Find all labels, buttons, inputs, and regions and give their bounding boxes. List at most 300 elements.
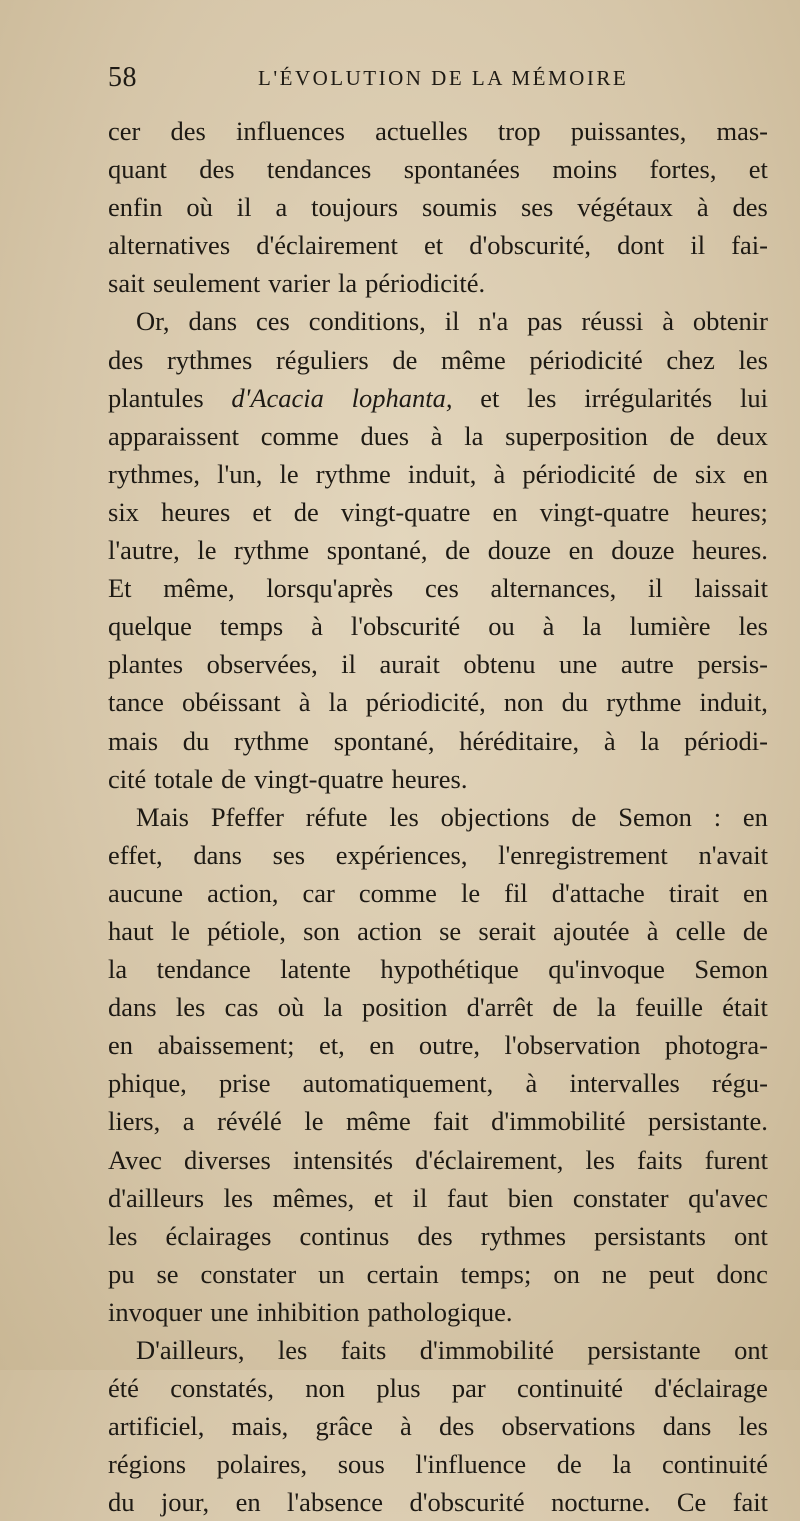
word: le — [304, 1106, 324, 1137]
word: soumis — [421, 192, 498, 223]
text-line — [108, 722, 768, 760]
word: à — [400, 1411, 412, 1442]
word: périodicité, — [365, 687, 486, 718]
word: fait — [433, 1106, 469, 1137]
word: mas- — [716, 116, 768, 146]
word: a — [182, 1106, 195, 1137]
word: à — [542, 611, 555, 642]
text-line — [108, 988, 768, 1026]
word: et — [423, 230, 444, 261]
word: non — [503, 687, 544, 718]
word: pas — [527, 306, 563, 337]
word: heures. — [692, 535, 768, 566]
word: pétiole, — [207, 915, 286, 946]
word: des — [170, 116, 206, 146]
word: Avec — [108, 1144, 162, 1175]
word: rythmes — [480, 1220, 567, 1251]
word: ne — [601, 1258, 627, 1289]
text-line — [108, 874, 768, 912]
word: dont — [617, 230, 665, 261]
word: tendance — [156, 954, 251, 985]
word: vingt-quatre — [254, 763, 384, 794]
word: action, — [207, 877, 279, 908]
word: le — [197, 535, 217, 566]
text-line — [108, 379, 768, 417]
word: tendances — [266, 154, 372, 185]
word: une — [559, 649, 598, 680]
word: photogra- — [664, 1030, 768, 1061]
word: hypothétique — [380, 954, 519, 985]
word: éclairages — [165, 1220, 272, 1251]
word: dues — [360, 420, 410, 451]
word: ajoutée — [552, 915, 630, 946]
word: les — [277, 1335, 308, 1365]
word: apparaissent — [108, 420, 239, 451]
word: du — [561, 687, 589, 718]
word: bien — [507, 1182, 554, 1213]
word: l'autre, — [108, 535, 180, 566]
word: des — [732, 192, 768, 223]
word: il — [690, 230, 706, 261]
word: n'avait — [698, 839, 768, 870]
word: spontané, — [326, 535, 428, 566]
text-line — [108, 341, 768, 379]
word: fil — [504, 877, 528, 908]
word: pathologique. — [367, 1296, 513, 1327]
word: effet, — [108, 839, 163, 870]
word: à — [662, 306, 674, 337]
word: faits — [340, 1335, 387, 1365]
word: dans — [193, 839, 242, 870]
word: lumière — [629, 611, 711, 642]
word: car — [302, 877, 335, 908]
word: où — [277, 992, 305, 1023]
word: deux — [716, 420, 768, 451]
text-line — [108, 112, 768, 150]
word: certain — [366, 1258, 439, 1289]
word: en — [742, 877, 768, 908]
word: à — [311, 611, 323, 642]
word: puissantes, — [570, 116, 687, 146]
text-line — [108, 302, 768, 340]
word: six — [694, 458, 726, 489]
word: rythme — [234, 535, 310, 566]
word: alternances, — [490, 573, 617, 604]
word: outre, — [418, 1030, 480, 1061]
word: latente — [280, 954, 351, 985]
word: mêmes, — [272, 1182, 355, 1213]
text-line — [108, 912, 768, 950]
word: toujours — [311, 192, 399, 223]
word: l'influence — [415, 1449, 527, 1480]
word: qu'avec — [688, 1182, 768, 1213]
word: il — [341, 649, 356, 680]
word: il — [412, 1182, 428, 1213]
word: et — [373, 1182, 394, 1213]
text-line — [108, 1026, 768, 1064]
word: plantes — [108, 649, 184, 680]
word: de — [221, 763, 247, 794]
word: objections — [440, 801, 550, 832]
word: à — [525, 1068, 538, 1099]
text-line — [108, 1217, 768, 1255]
word: en — [742, 801, 768, 832]
word: rythmes, — [108, 458, 200, 489]
word: ces — [255, 306, 290, 337]
word: était — [722, 992, 768, 1023]
word: plantules — [108, 382, 204, 413]
word: temps — [219, 611, 284, 642]
word: furent — [704, 1144, 768, 1175]
word: tance — [108, 687, 164, 718]
word: trop — [497, 116, 541, 146]
word: alternatives — [108, 230, 231, 261]
word: périodicité. — [365, 268, 486, 299]
word: de — [556, 1449, 582, 1480]
word: persistante. — [647, 1106, 768, 1137]
word: à — [430, 420, 443, 451]
word: moins — [552, 154, 618, 185]
word: les — [585, 1144, 615, 1175]
text-line — [108, 531, 768, 569]
word: persistante — [587, 1335, 701, 1365]
text-line — [108, 645, 768, 683]
page-number: 58 — [108, 62, 137, 93]
text-line — [108, 1483, 768, 1521]
word: son — [303, 915, 340, 946]
word: superposition — [505, 420, 648, 451]
word: une — [210, 1296, 249, 1327]
word: sait — [108, 268, 145, 299]
word: position — [361, 992, 448, 1023]
word: grâce — [315, 1411, 373, 1442]
word: périodicité — [522, 458, 636, 489]
word: il — [236, 192, 252, 223]
text-line — [108, 1407, 768, 1445]
text-line — [108, 417, 768, 455]
word: diverses — [184, 1144, 271, 1175]
word: ont — [734, 1335, 768, 1365]
word: à — [646, 915, 659, 946]
word: faits — [636, 1144, 683, 1175]
word: obéissant — [182, 687, 281, 718]
word: en — [568, 535, 594, 566]
word: d'obscurité — [409, 1487, 525, 1518]
word: la — [108, 954, 128, 985]
word: spontané, — [333, 725, 435, 756]
word: heures; — [691, 496, 768, 527]
word: comme — [260, 420, 339, 451]
word: régions — [108, 1449, 187, 1480]
text-line — [108, 607, 768, 645]
word: a — [275, 192, 288, 223]
word: de — [669, 420, 695, 451]
word: aurait — [379, 649, 440, 680]
word: haut — [108, 915, 154, 946]
word: réguliers — [275, 344, 369, 375]
word: les — [738, 344, 768, 375]
word: invoquer — [108, 1296, 203, 1327]
word: influences — [236, 116, 345, 146]
word: Semon — [618, 801, 692, 832]
word: la — [328, 687, 348, 718]
word: il — [647, 573, 663, 604]
word: conditions, — [308, 306, 426, 337]
word: quant — [108, 154, 167, 185]
word: persistants — [594, 1220, 706, 1251]
word: constatés, — [170, 1373, 274, 1404]
word: induit, — [699, 687, 768, 718]
word: persis- — [697, 649, 768, 680]
word: et — [252, 496, 272, 527]
word: ou — [488, 611, 515, 642]
word: la — [612, 1449, 632, 1480]
word: rythme — [315, 458, 391, 489]
text-line — [108, 760, 768, 798]
word: à — [493, 458, 506, 489]
text-line — [108, 1102, 768, 1140]
word: de — [445, 535, 471, 566]
word: laissait — [694, 573, 768, 604]
word: cas — [224, 992, 259, 1023]
word: à — [298, 687, 311, 718]
word: expériences, — [335, 839, 468, 870]
word: pu — [108, 1258, 135, 1289]
word: végétaux — [577, 192, 673, 223]
word: ont — [734, 1220, 768, 1251]
text-line — [108, 1293, 768, 1331]
word: nocturne. — [551, 1487, 651, 1518]
word: et, — [319, 1030, 345, 1061]
word: prise — [218, 1068, 271, 1099]
text-line — [108, 1369, 768, 1407]
word: d'Acacia — [231, 382, 324, 413]
word: d'ailleurs — [108, 1182, 205, 1213]
word: lophanta, — [351, 382, 453, 413]
word: Pfeffer — [210, 801, 284, 832]
word: la — [582, 611, 602, 642]
text-line — [108, 1255, 768, 1293]
text-line — [108, 683, 768, 721]
word: l'absence — [287, 1487, 384, 1518]
word: lorsqu'après — [266, 573, 394, 604]
text-line — [108, 1064, 768, 1102]
word: à — [603, 725, 616, 756]
word: dans — [108, 992, 157, 1023]
word: l'enregistrement — [498, 839, 668, 870]
word: continus — [299, 1220, 390, 1251]
word: autre — [620, 649, 674, 680]
running-title: L'ÉVOLUTION DE LA MÉMOIRE — [258, 66, 629, 90]
word: peut — [648, 1258, 695, 1289]
word: se — [156, 1258, 179, 1289]
word: Et — [108, 573, 132, 604]
word: des — [199, 154, 235, 185]
word: fortes, — [649, 154, 717, 185]
word: régu- — [712, 1068, 768, 1099]
word: heures — [161, 496, 231, 527]
word: faut — [446, 1182, 489, 1213]
word: constater — [572, 1182, 669, 1213]
word: en — [492, 496, 518, 527]
word: continuité — [662, 1449, 768, 1480]
text-line — [108, 1141, 768, 1179]
word: le — [170, 915, 190, 946]
word: totale — [154, 763, 214, 794]
word: abaissement; — [157, 1030, 295, 1061]
word: du — [182, 725, 210, 756]
word: lui — [739, 382, 768, 413]
word: enfin — [108, 192, 163, 223]
word: observées, — [206, 649, 318, 680]
word: d'immobilité — [491, 1106, 626, 1137]
word: les — [738, 1411, 768, 1442]
word: constater — [200, 1258, 297, 1289]
word: celle — [675, 915, 726, 946]
word: ces — [424, 573, 459, 604]
word: obtenir — [692, 306, 768, 337]
word: par — [451, 1373, 486, 1404]
word: heures. — [391, 763, 468, 794]
word: l'un, — [217, 458, 263, 489]
text-line — [108, 264, 768, 302]
word: observations — [501, 1411, 636, 1442]
word: se — [439, 915, 462, 946]
word: comme — [358, 877, 437, 908]
word: de — [652, 458, 678, 489]
word: les — [108, 1220, 138, 1251]
word: varier — [268, 268, 331, 299]
word: automatiquement, — [302, 1068, 494, 1099]
word: dans — [662, 1411, 712, 1442]
word: chez — [666, 344, 715, 375]
word: liers, — [108, 1106, 161, 1137]
word: serait — [478, 915, 536, 946]
word: de — [552, 992, 578, 1023]
word: d'immobilité — [419, 1335, 555, 1365]
word: seulement — [152, 268, 261, 299]
text-line — [108, 493, 768, 531]
text-line — [108, 1445, 768, 1483]
word: les — [738, 611, 768, 642]
word: cer — [108, 116, 141, 146]
word: de — [392, 344, 418, 375]
text-line — [108, 150, 768, 188]
word: les — [527, 382, 557, 413]
word: : — [713, 801, 722, 832]
word: et — [480, 382, 500, 413]
word: cité — [108, 763, 147, 794]
word: intervalles — [569, 1068, 680, 1099]
word: rythmes — [166, 344, 253, 375]
word: même — [441, 344, 506, 375]
word: il — [444, 306, 460, 337]
word: des — [439, 1411, 475, 1442]
word: vingt-quatre — [539, 496, 670, 527]
word: phique, — [108, 1068, 187, 1099]
word: D'ailleurs, — [136, 1335, 245, 1365]
word: qu'invoque — [548, 954, 665, 985]
word: les — [389, 801, 419, 832]
word: Mais — [136, 801, 189, 832]
word: douze — [487, 535, 552, 566]
word: des — [417, 1220, 453, 1251]
word: révélé — [217, 1106, 282, 1137]
word: les — [223, 1182, 254, 1213]
word: l'observation — [504, 1030, 641, 1061]
word: d'arrêt — [466, 992, 534, 1023]
word: en — [369, 1030, 395, 1061]
word: continuité — [517, 1373, 623, 1404]
word: la — [640, 725, 660, 756]
word: ses — [272, 839, 306, 870]
word: l'obscurité — [350, 611, 461, 642]
word: non — [305, 1373, 346, 1404]
word: d'éclairage — [654, 1373, 768, 1404]
word: obtenu — [463, 649, 536, 680]
word: polaires, — [216, 1449, 308, 1480]
word: rythme — [606, 687, 682, 718]
word: inhibition — [256, 1296, 360, 1327]
word: mais, — [231, 1411, 289, 1442]
text-line — [108, 836, 768, 874]
text-line — [108, 455, 768, 493]
word: du — [108, 1487, 135, 1518]
word: en — [235, 1487, 261, 1518]
word: de — [742, 915, 768, 946]
word: spontanées — [403, 154, 520, 185]
text-line — [108, 569, 768, 607]
text-line — [108, 1179, 768, 1217]
word: mais — [108, 725, 159, 756]
text-line — [108, 950, 768, 988]
word: des — [108, 344, 144, 375]
word: été — [108, 1373, 139, 1404]
word: feuille — [635, 992, 703, 1023]
word: les — [175, 992, 206, 1023]
text-line — [108, 226, 768, 264]
word: artificiel, — [108, 1411, 205, 1442]
word: fait — [732, 1487, 768, 1518]
word: à — [696, 192, 709, 223]
word: réfute — [305, 801, 368, 832]
word: réussi — [581, 306, 644, 337]
word: ses — [520, 192, 554, 223]
word: d'obscurité, — [469, 230, 591, 261]
word: induit, — [407, 458, 477, 489]
word: même, — [163, 573, 235, 604]
word: d'attache — [551, 877, 645, 908]
word: douze — [611, 535, 675, 566]
word: rythme — [233, 725, 309, 756]
word: de — [571, 801, 597, 832]
word: où — [186, 192, 213, 223]
word: jour, — [160, 1487, 210, 1518]
word: quelque — [108, 611, 192, 642]
word: Or, — [136, 306, 170, 337]
word: sous — [337, 1449, 385, 1480]
text-line — [108, 1331, 768, 1369]
word: d'éclairement — [256, 230, 398, 261]
word: six — [108, 496, 139, 527]
word: héréditaire, — [459, 725, 580, 756]
word: un — [318, 1258, 345, 1289]
word: plus — [376, 1373, 421, 1404]
word: irrégularités — [584, 382, 713, 413]
word: aucune — [108, 877, 184, 908]
word: la — [323, 992, 343, 1023]
text-line — [108, 798, 768, 836]
